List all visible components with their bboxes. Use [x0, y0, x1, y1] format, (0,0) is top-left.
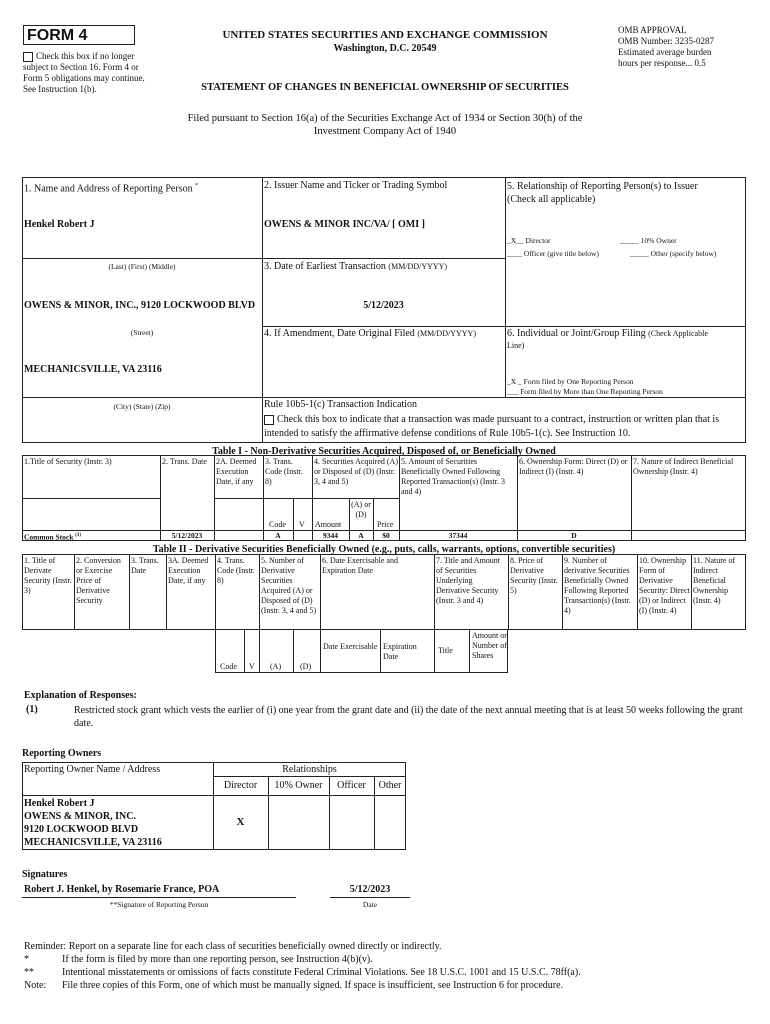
- issuer-name: OWENS & MINOR INC/VA/ [ OMI ]: [264, 219, 425, 230]
- no-longer-subject-note: [23, 51, 151, 95]
- explanation-title: Explanation of Responses:: [24, 690, 137, 701]
- officer-option[interactable]: ____ Officer (give title below): [507, 249, 599, 258]
- box4-label-text: 4. If Amendment, Date Original Filed: [264, 328, 415, 339]
- t1-header-owned: 5. Amount of Securities Beneficially Owned Following Reported Transaction(s) (Instr. 3 and 4): [401, 457, 505, 496]
- reporting-person-name: Henkel Robert J: [24, 219, 95, 230]
- box4-label: [264, 328, 476, 339]
- table2-title: Table II - Derivative Securities Beneficially Owned (e.g., puts, calls, warrants, options, convertible securities): [152, 544, 616, 555]
- box5-label: [507, 180, 744, 206]
- owner-street: 9120 LOCKWOOD BLVD: [24, 824, 139, 835]
- footer-star1-text: If the form is filed by more than one reporting person, see Instruction 4(b)(v).: [62, 954, 373, 965]
- footer-star2-text: Intentional misstatements or omissions of facts constitute Federal Criminal Violations. See 18 U.S.C. 1001 and 15 U.S.C. 78ff(a).: [62, 967, 581, 978]
- box1-label-text: 1. Name and Address of Reporting Person: [24, 183, 193, 195]
- t1-sub-v: V: [299, 520, 305, 529]
- owners-col-other: Other: [378, 780, 402, 791]
- reminder-text: Reminder: Report on a separate line for each class of securities beneficially owned directly or indirectly.: [24, 941, 442, 952]
- t2-header-price: 8. Price of Derivative Security (Instr. 5): [510, 556, 558, 595]
- owners-col-relationships: Relationships: [282, 764, 337, 775]
- no-longer-subject-checkbox[interactable]: [23, 52, 33, 62]
- footnote-1-number: (1): [26, 704, 38, 715]
- t1-header-acquired: 4. Securities Acquired (A) or Disposed of (D) (Instr. 3, 4 and 5): [314, 457, 398, 486]
- t1-header-date: 2. Trans. Date: [162, 457, 207, 466]
- table1-title: Table I - Non-Derivative Securities Acquired, Disposed of, or Beneficially Owned: [212, 446, 556, 457]
- t1-row-amount: 9344: [323, 531, 338, 540]
- t1-row-code: A: [275, 531, 281, 540]
- omb-burden-label: Estimated average burden: [618, 47, 712, 57]
- t2-sub-title: Title: [438, 646, 453, 655]
- footnote-1-text: Restricted stock grant which vests the earlier of (i) one year from the grant date and (ii) the date of the next annual meeting that is at least 50 weeks following the grant date.: [74, 705, 743, 729]
- agency-city: Washington, D.C. 20549: [333, 43, 437, 54]
- signatures-title: Signatures: [22, 869, 68, 880]
- t2-header-deemed: 3A. Deemed Execution Date, if any: [168, 556, 209, 585]
- multiple-reporting-persons-option[interactable]: ___ Form filed by More than One Reporting Person: [507, 387, 663, 396]
- t1-row-owned: 37344: [448, 531, 468, 540]
- owners-col-name: Reporting Owner Name / Address: [24, 764, 161, 775]
- t2-sub-a: (A): [270, 662, 282, 671]
- t2-header-number: 5. Number of Derivative Securities Acquired (A) or Disposed of (D) (Instr. 3, 4 and 5): [261, 556, 317, 615]
- t1-row-price: $0: [382, 531, 390, 540]
- one-reporting-person-option[interactable]: _X _ Form filed by One Reporting Person: [507, 377, 634, 386]
- box5-label-text: 5. Relationship of Reporting Person(s) to Issuer: [507, 181, 698, 192]
- t2-sub-date-exercisable: Date Exercisable: [323, 642, 378, 651]
- t1-header-code: 3. Trans. Code (Instr. 8): [265, 457, 303, 486]
- box3-label: [264, 261, 447, 272]
- box6-label-check: (Check Applicable: [648, 329, 708, 338]
- owners-col-ten-percent: 10% Owner: [274, 780, 323, 791]
- owner-director-mark: X: [236, 816, 245, 828]
- footer-note-text: File three copies of this Form, one of which must be manually signed. If space is insufficient, see Instruction 6 for procedure.: [62, 980, 564, 991]
- omb-number: OMB Number: 3235-0287: [618, 36, 714, 46]
- t2-header-ownership-form: 10. Ownership Form of Derivative Security: Direct (D) or Indirect (I) (Instr. 4): [639, 556, 690, 615]
- box6-label-text: 6. Individual or Joint/Group Filing: [507, 328, 646, 339]
- t1-sub-amount: Amount: [315, 520, 342, 529]
- t2-header-number-owned: 9. Number of derivative Securities Beneficially Owned Following Reported Transaction(s) (Instr. 4): [564, 556, 631, 615]
- owner-company: OWENS & MINOR, INC.: [24, 811, 136, 822]
- t1-row-footnote: (1): [75, 533, 82, 538]
- signature-name: Robert J. Henkel, by Rosemarie France, POA: [24, 884, 220, 895]
- t2-sub-amount: Amount or Number of Shares: [472, 631, 507, 660]
- t2-header-code: 4. Trans. Code (Instr. 8): [217, 556, 255, 585]
- t2-sub-v: V: [249, 662, 255, 671]
- earliest-transaction-date: 5/12/2023: [363, 300, 404, 311]
- rule-10b5-checkbox[interactable]: [264, 415, 274, 425]
- signature-date: 5/12/2023: [349, 884, 391, 895]
- director-option[interactable]: _X__ Director: [507, 236, 551, 245]
- t2-header-exercisable: 6. Date Exercisable and Expiration Date: [322, 556, 398, 575]
- t1-header-title: 1.Title of Security (Instr. 3): [24, 457, 112, 466]
- t1-header-indirect: 7. Nature of Indirect Beneficial Ownership (Instr. 4): [633, 457, 734, 476]
- name-parts-label: (Last) (First) (Middle): [108, 262, 176, 271]
- reporting-city: MECHANICSVILLE, VA 23116: [24, 364, 162, 375]
- statement-title: STATEMENT OF CHANGES IN BENEFICIAL OWNERSHIP OF SECURITIES: [201, 82, 569, 93]
- other-option[interactable]: _____ Other (specify below): [630, 249, 717, 258]
- footer-star2-mark: **: [24, 967, 34, 978]
- no-longer-subject-text: Check this box if no longer subject to Section 16. Form 4 or Form 5 obligations may continue. See Instruction 1(b).: [23, 51, 145, 94]
- owners-col-director: Director: [223, 780, 258, 791]
- filed-pursuant-line1: Filed pursuant to Section 16(a) of the Securities Exchange Act of 1934 or Section 30(h) of the: [187, 113, 583, 124]
- t1-sub-price: Price: [377, 520, 394, 529]
- omb-approval: [618, 25, 758, 69]
- owner-name: Henkel Robert J: [24, 798, 95, 809]
- box5-label-sub: (Check all applicable): [507, 194, 596, 205]
- footer-star1-mark: *: [24, 954, 29, 965]
- footer-note-mark: Note:: [24, 980, 47, 991]
- box3-label-text: 3. Date of Earliest Transaction: [264, 261, 386, 272]
- ten-percent-owner-option[interactable]: _____ 10% Owner: [620, 236, 677, 245]
- box2-label: 2. Issuer Name and Ticker or Trading Symbol: [264, 180, 448, 191]
- t2-header-date: 3. Trans. Date: [131, 556, 159, 575]
- box1-label: [24, 180, 198, 195]
- signature-date-label: Date: [362, 900, 378, 909]
- filed-pursuant-line2: Investment Company Act of 1940: [313, 126, 457, 137]
- owners-col-officer: Officer: [337, 780, 366, 791]
- t1-header-ownership-form: 6. Ownership Form: Direct (D) or Indirect (I) (Instr. 4): [519, 457, 628, 476]
- street-label: (Street): [130, 328, 154, 337]
- form-title: FORM 4: [23, 25, 135, 45]
- box3-label-format: (MM/DD/YYYY): [388, 262, 448, 271]
- t2-sub-expiration: Expiration Date: [383, 642, 417, 661]
- t1-sub-code: Code: [269, 520, 286, 529]
- t2-header-indirect: 11. Nature of Indirect Beneficial Ownership (Instr. 4): [693, 556, 736, 605]
- reporting-owners-title: Reporting Owners: [22, 748, 102, 759]
- signature-label: **Signature of Reporting Person: [109, 900, 209, 909]
- t2-sub-code: Code: [220, 662, 237, 671]
- box6-label: [507, 328, 744, 352]
- agency-name: UNITED STATES SECURITIES AND EXCHANGE COMMISSION: [222, 29, 548, 41]
- owner-city: MECHANICSVILLE, VA 23116: [24, 837, 162, 848]
- t2-sub-d: (D): [300, 662, 312, 671]
- rule-10b5-text-block: [264, 413, 744, 441]
- t1-row-form: D: [571, 531, 577, 540]
- omb-approval-title: OMB APPROVAL: [618, 25, 687, 35]
- t1-row-aod: A: [358, 531, 364, 540]
- box4-label-format: (MM/DD/YYYY): [417, 329, 476, 338]
- rule-10b5-title: Rule 10b5-1(c) Transaction Indication: [264, 399, 418, 410]
- t2-header-underlying: 7. Title and Amount of Securities Underlying Derivative Security (Instr. 3 and 4): [436, 556, 501, 605]
- omb-hours: hours per response... 0.5: [618, 58, 706, 68]
- reporting-street: OWENS & MINOR, INC., 9120 LOCKWOOD BLVD: [24, 300, 256, 311]
- t1-row-title: [24, 531, 81, 543]
- box1-label-mark: *: [195, 183, 199, 189]
- t1-row-date: 5/12/2023: [171, 531, 203, 540]
- t2-header-conversion: 2. Conversion or Exercise Price of Derivative Security: [76, 556, 121, 605]
- t1-row-title-text: Common Stock: [24, 532, 74, 542]
- t2-header-title: 1. Title of Derivate Security (Instr. 3): [24, 556, 72, 595]
- rule-10b5-text: Check this box to indicate that a transaction was made pursuant to a contract, instruction or written plan that is intended to satisfy the affirmative defense conditions of Rule 10b5-1(c). See Instruction 10.: [264, 414, 720, 439]
- t1-header-deemed: 2A. Deemed Execution Date, if any: [216, 457, 257, 486]
- t1-sub-aod: (A) or (D): [351, 500, 371, 519]
- city-label: (City) (State) (Zip): [113, 402, 171, 411]
- owner-address-block: [24, 797, 212, 849]
- box6-label-line: Line): [507, 341, 525, 350]
